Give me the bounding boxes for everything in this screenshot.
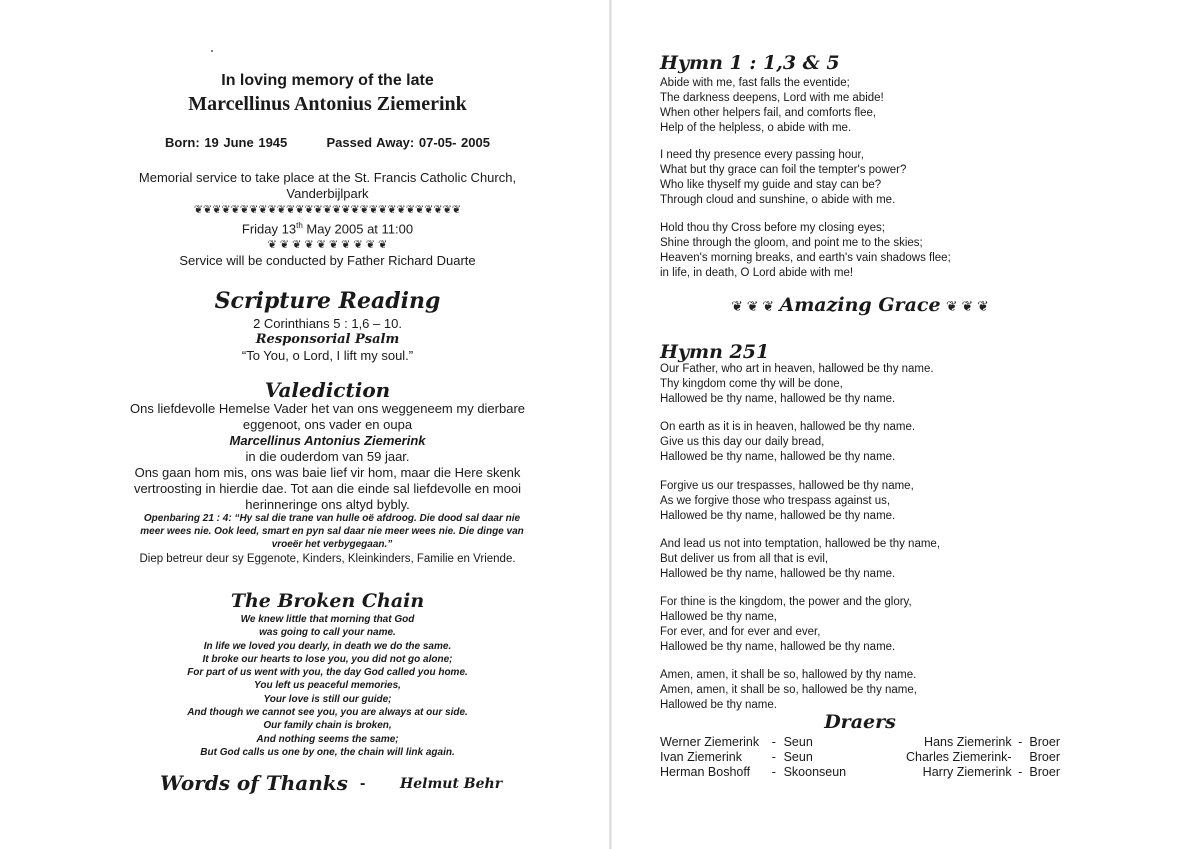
hymn251-verse: On earth as it is in heaven, hallowed be thy name. Give us this day our daily bread, Hallowed be thy name, hallowed be thy name.: [660, 421, 916, 463]
table-row: Ivan Ziemerink - Seun Charles Ziemerink- Broer: [660, 750, 1060, 764]
hymn251-verse: Amen, amen, it shall be so, hallowed by thy name. Amen, amen, it shall be so, hallowed be thy name, Hallowed be thy name.: [660, 669, 917, 711]
valediction-text: [115, 401, 540, 513]
verse-line: vroeër het verbygegaan.”: [271, 539, 393, 550]
poem-line: You left us peaceful memories,: [254, 680, 401, 692]
draers-heading: Draers: [824, 711, 896, 733]
memory-line: In loving memory of the late: [221, 72, 434, 89]
pallbearers-table: [660, 735, 1060, 780]
scan-speck: [211, 50, 213, 52]
service-date: Friday 13th May 2005 at 11:00: [241, 221, 414, 237]
table-row: Werner Ziemerink - Seun Hans Ziemerink - Broer: [660, 735, 1060, 749]
hymn1-verse: Hold thou thy Cross before my closing eyes; Shine through the gloom, and point me to the skies; Heaven's morning breaks, and earth's vain shadows flee; in life, in death, O Lord abide with me!: [660, 222, 951, 279]
poem-line: And though we cannot see you, you are always at our side.: [187, 707, 468, 719]
passed-date: 07-05- 2005: [418, 135, 490, 150]
poem-line: But God calls us one by one, the chain will link again.: [200, 746, 455, 758]
service-info: [110, 170, 545, 269]
psalm-heading: Responsorial Psalm: [255, 332, 400, 347]
mourned-by: Diep betreur deur sy Eggenote, Kinders, Kleinkinders, Familie en Vriende.: [139, 553, 516, 565]
born-date: 19 June 1945: [204, 135, 288, 150]
table-row: Herman Boshoff - Skoonseun Harry Ziemerink - Broer: [660, 765, 1060, 779]
deceased-name: Marcellinus Antonius Ziemerink: [188, 93, 467, 115]
hymn251-verse: And lead us not into temptation, hallowed be thy name, But deliver us from all that is evil, Hallowed be thy name, hallowed be thy name.: [660, 538, 941, 580]
valediction-line: eggenoot, ons vader en oupa: [242, 417, 413, 432]
ornament-divider: ❦❦❦❦❦❦❦❦❦❦❦❦❦❦❦❦❦❦❦❦❦❦❦❦❦❦❦❦❦: [193, 204, 462, 216]
hymn251-verse: For thine is the kingdom, the power and the glory, Hallowed be thy name, For ever, and for ever and ever, Hallowed be thy name, hallowed be thy name.: [660, 596, 912, 653]
scripture-verse: [112, 512, 552, 551]
scripture-heading: Scripture Reading: [214, 288, 441, 314]
scripture-ref: 2 Corinthians 5 : 1,6 – 10.: [253, 316, 402, 331]
ornament-right: ❦ ❦ ❦: [945, 298, 989, 314]
poem-line: And nothing seems the same;: [256, 733, 399, 745]
service-city: Vanderbijlpark: [286, 186, 369, 201]
conducted-by: Service will be conducted by Father Richard Duarte: [179, 253, 476, 269]
hymn251-heading: Hymn 251: [660, 341, 770, 363]
hymn1-verse: I need thy presence every passing hour, What but thy grace can foil the tempter's power? Who like thyself my guide and stay can be? Through cloud and sunshine, o abide with me.: [660, 149, 907, 206]
valediction-heading: Valediction: [264, 378, 391, 402]
valediction-line: vertroosting in hierdie dae. Tot aan die einde sal liefdevolle en mooi: [133, 481, 522, 496]
hymn251-verse: Our Father, who art in heaven, hallowed be thy name. Thy kingdom come thy will be done, Hallowed be thy name, hallowed be thy name.: [660, 363, 934, 405]
verse-line: meer wees nie. Ook leed, smart en pyn sal daar nie meer wees nie. Die dinge van: [140, 526, 524, 537]
valediction-name: Marcellinus Antonius Ziemerink: [229, 433, 426, 448]
valediction-line: Ons liefdevolle Hemelse Vader het van ons weggeneem my dierbare: [129, 401, 526, 416]
valediction-line: Ons gaan hom mis, ons was baie lief vir hom, maar die Here skenk: [134, 465, 521, 480]
hymn1-verse: Abide with me, fast falls the eventide; The darkness deepens, Lord with me abide! When other helpers fail, and comforts flee, Help of the helpless, o abide with me.: [660, 77, 884, 134]
poem-line: For part of us went with you, the day God called you home.: [187, 667, 468, 679]
poem-line: In life we loved you dearly, in death we do the same.: [203, 640, 452, 652]
amazing-grace-title: Amazing Grace: [779, 294, 941, 316]
hymn1-heading: Hymn 1 : 1,3 & 5: [660, 52, 840, 74]
poem-line: We knew little that morning that God: [240, 614, 415, 625]
poem-line: Your love is still our guide;: [263, 693, 392, 705]
poem-line: It broke our hearts to lose you, you did not go alone;: [202, 653, 453, 665]
amazing-grace-line: [660, 294, 1060, 317]
words-of-thanks-row: [160, 771, 560, 795]
service-location: Memorial service to take place at the St. Francis Catholic Church,: [138, 170, 517, 185]
dates-line: [110, 135, 545, 150]
broken-chain-poem: [110, 613, 545, 759]
broken-chain-heading: The Broken Chain: [230, 590, 425, 612]
scripture-info: [110, 316, 545, 364]
verse-line: Openbaring 21 : 4: “Hy sal die trane van hulle oë afdroog. Die dood sal daar nie: [143, 513, 521, 524]
ornament-left: ❦ ❦ ❦: [731, 298, 775, 314]
psalm-text: “To You, o Lord, I lift my soul.”: [241, 348, 414, 363]
valediction-line: herinneringe ons altyd bybly.: [245, 497, 410, 512]
ornament-divider: ❦ ❦ ❦ ❦ ❦ ❦ ❦ ❦ ❦ ❦: [267, 239, 388, 252]
hymn251-verse: Forgive us our trespasses, hallowed be thy name, As we forgive those who trespass against us, Hallowed be thy name, hallowed be thy name.: [660, 480, 914, 522]
passed-label: Passed Away:: [326, 135, 415, 150]
poem-line: Our family chain is broken,: [263, 720, 392, 732]
thanks-dash: -: [360, 775, 366, 792]
poem-line: was going to call your name.: [259, 627, 396, 639]
thanks-title: Words of Thanks: [160, 771, 348, 795]
thanks-name: Helmut Behr: [400, 776, 503, 792]
born-label: Born:: [165, 135, 200, 150]
valediction-line: in die ouderdom van 59 jaar.: [245, 449, 410, 464]
